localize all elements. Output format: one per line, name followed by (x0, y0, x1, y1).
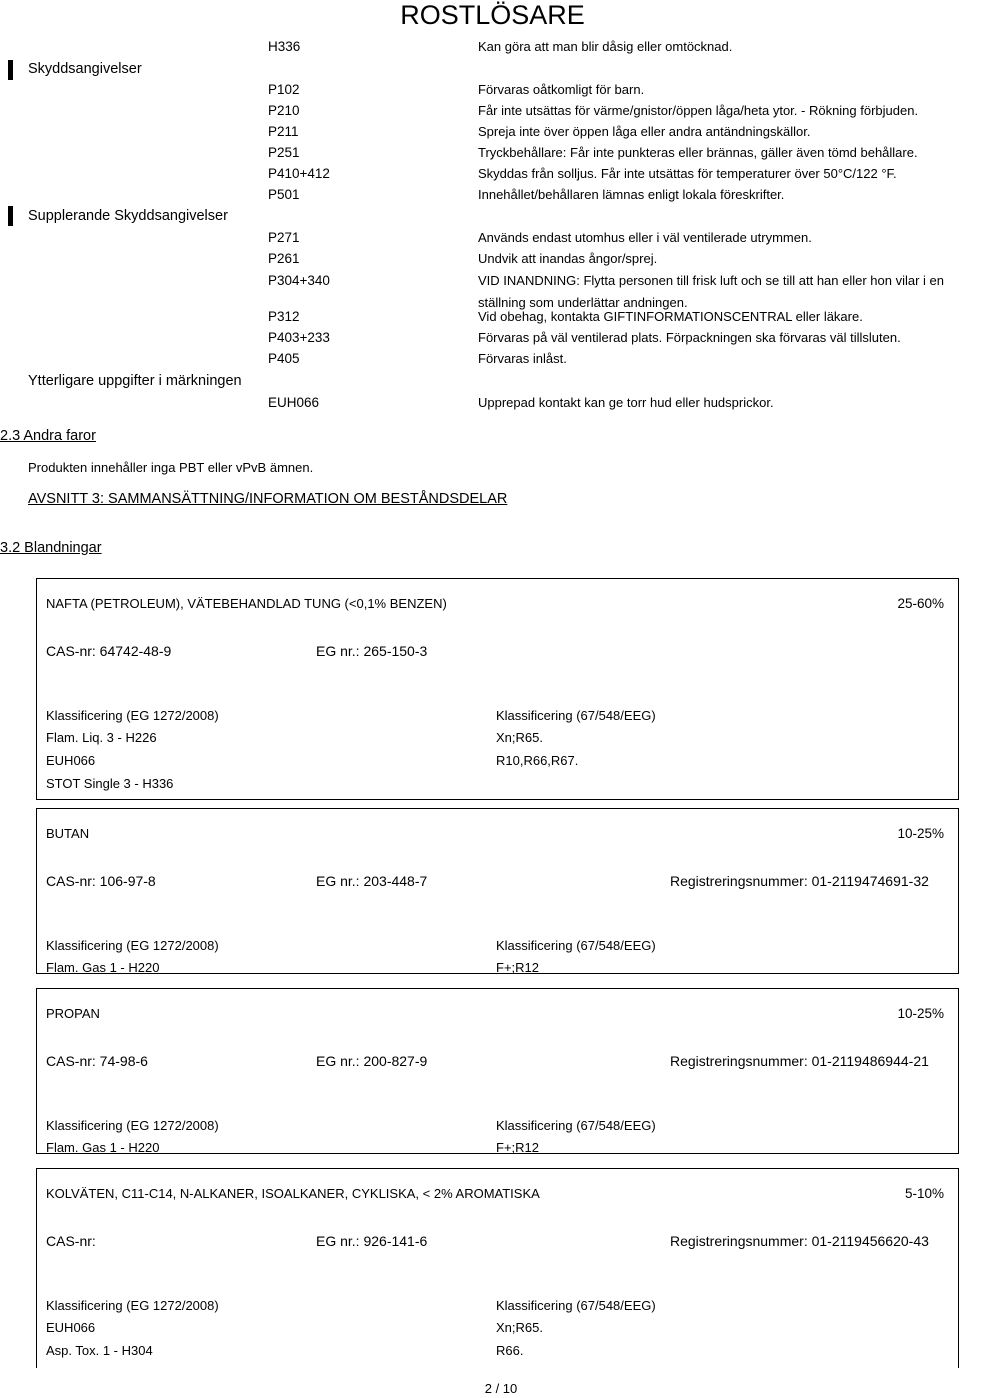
classification-eeg-item: R66. (496, 1343, 524, 1358)
classification-eg-heading: Klassificering (EG 1272/2008) (46, 1298, 219, 1313)
classification-eg-list (46, 1316, 153, 1358)
substance-name: BUTAN (46, 826, 90, 841)
substance-registration: Registreringsnummer: 01-2119486944-21 (670, 1053, 929, 1069)
substance-percent: 25-60% (897, 596, 944, 611)
label-supplerande: Supplerande Skyddsangivelser (28, 208, 228, 224)
statement-code: P261 (268, 251, 300, 266)
classification-eg-heading: Klassificering (EG 1272/2008) (46, 708, 219, 723)
statement-code: P211 (268, 124, 299, 139)
substance-percent: 5-10% (904, 1186, 944, 1201)
document-title: ROSTLÖSARE (400, 0, 585, 30)
statement-code: P210 (268, 103, 300, 118)
classification-eeg-list (496, 956, 539, 975)
substance-cas: CAS-nr: 74-98-6 (46, 1053, 148, 1069)
statement-code: P405 (268, 351, 300, 366)
substance-card (36, 808, 959, 974)
classification-eg-item: Flam. Gas 1 - H220 (46, 960, 160, 975)
classification-eg-item: EUH066 (46, 753, 96, 768)
classification-eg-list (46, 1136, 160, 1155)
classification-eg-item: Flam. Gas 1 - H220 (46, 1140, 160, 1155)
classification-eeg-list (496, 1316, 543, 1358)
statement-code: P312 (268, 309, 300, 324)
substance-eg: EG nr.: 926-141-6 (316, 1233, 428, 1249)
statement-text-continued: ställning som underlättar andningen. (478, 295, 688, 310)
statement-code: H336 (268, 39, 301, 54)
statement-text: Förvaras inlåst. (478, 351, 567, 366)
classification-eg-item: Flam. Liq. 3 - H226 (46, 730, 157, 745)
classification-eeg-heading: Klassificering (67/548/EEG) (496, 1298, 656, 1313)
section-heading-3: AVSNITT 3: SAMMANSÄTTNING/INFORMATION OM BESTÅNDSDELAR (28, 491, 508, 507)
statement-text: Vid obehag, kontakta GIFTINFORMATIONSCENTRAL eller läkare. (478, 309, 863, 324)
substance-name: KOLVÄTEN, C11-C14, N-ALKANER, ISOALKANER, CYKLISKA, < 2% AROMATISKA (46, 1186, 540, 1201)
substance-card (36, 578, 959, 800)
label-ytterligare: Ytterligare uppgifter i märkningen (28, 373, 242, 389)
substance-eg: EG nr.: 203-448-7 (316, 873, 428, 889)
substance-card (36, 988, 959, 1154)
substance-card (36, 1168, 959, 1368)
label-skyddsangivelser: Skyddsangivelser (28, 61, 142, 77)
page-number: 2 / 10 (484, 1381, 518, 1396)
substance-name: PROPAN (46, 1006, 100, 1021)
statement-text: VID INANDNING: Flytta personen till frisk luft och se till att han eller hon vilar i en (478, 273, 945, 288)
section-subheading-3-2: 3.2 Blandningar (0, 540, 102, 556)
statement-text: Får inte utsättas för värme/gnistor/öppen låga/heta ytor. - Rökning förbjuden. (478, 103, 919, 118)
substance-cas: CAS-nr: 64742-48-9 (46, 643, 172, 659)
statement-code: P271 (268, 230, 300, 245)
classification-eeg-item: F+;R12 (496, 960, 539, 975)
substance-percent: 10-25% (897, 826, 944, 841)
statement-code: P304+340 (268, 273, 330, 288)
classification-eeg-list (496, 726, 579, 768)
section-marker (8, 60, 13, 80)
classification-eeg-heading: Klassificering (67/548/EEG) (496, 708, 656, 723)
statement-text: Förvaras oåtkomligt för barn. (478, 82, 645, 97)
classification-eg-item: Asp. Tox. 1 - H304 (46, 1343, 153, 1358)
statement-code: EUH066 (268, 395, 320, 410)
section-heading-2-3: 2.3 Andra faror (0, 428, 96, 444)
substance-name: NAFTA (PETROLEUM), VÄTEBEHANDLAD TUNG (<0,1% BENZEN) (46, 596, 447, 611)
section-2-3-text: Produkten innehåller inga PBT eller vPvB ämnen. (28, 460, 314, 475)
classification-eg-heading: Klassificering (EG 1272/2008) (46, 1118, 219, 1133)
classification-eeg-item: Xn;R65. (496, 1320, 543, 1335)
classification-eg-list (46, 726, 173, 795)
substance-cas: CAS-nr: (46, 1233, 96, 1249)
statement-text: Spreja inte över öppen låga eller andra antändningskällor. (478, 124, 811, 139)
substance-registration: Registreringsnummer: 01-2119456620-43 (670, 1233, 929, 1249)
classification-eeg-heading: Klassificering (67/548/EEG) (496, 938, 656, 953)
substance-eg: EG nr.: 265-150-3 (316, 643, 428, 659)
statement-code: P501 (268, 187, 300, 202)
statement-code: P102 (268, 82, 300, 97)
statement-text: Skyddas från solljus. Får inte utsättas för temperaturer över 50°C/122 °F. (478, 166, 897, 181)
section-marker (8, 206, 13, 226)
classification-eg-list (46, 956, 160, 975)
statement-text: Upprepad kontakt kan ge torr hud eller hudsprickor. (478, 395, 774, 410)
statement-text: Kan göra att man blir dåsig eller omtöcknad. (478, 39, 733, 54)
classification-eeg-item: R10,R66,R67. (496, 753, 579, 768)
substance-registration: Registreringsnummer: 01-2119474691-32 (670, 873, 929, 889)
classification-eeg-list (496, 1136, 539, 1155)
classification-eg-heading: Klassificering (EG 1272/2008) (46, 938, 219, 953)
substance-percent: 10-25% (897, 1006, 944, 1021)
classification-eeg-heading: Klassificering (67/548/EEG) (496, 1118, 656, 1133)
classification-eeg-item: Xn;R65. (496, 730, 543, 745)
statement-text: Undvik att inandas ångor/sprej. (478, 251, 658, 266)
statement-text: Används endast utomhus eller i väl ventilerade utrymmen. (478, 230, 812, 245)
substance-eg: EG nr.: 200-827-9 (316, 1053, 428, 1069)
statement-code: P403+233 (268, 330, 330, 345)
statement-code: P410+412 (268, 166, 330, 181)
classification-eg-item: STOT Single 3 - H336 (46, 776, 174, 791)
substance-cas: CAS-nr: 106-97-8 (46, 873, 156, 889)
statement-text: Innehållet/behållaren lämnas enligt lokala föreskrifter. (478, 187, 785, 202)
classification-eg-item: EUH066 (46, 1320, 96, 1335)
statement-text: Tryckbehållare: Får inte punkteras eller brännas, gäller även tömd behållare. (478, 145, 918, 160)
classification-eeg-item: F+;R12 (496, 1140, 539, 1155)
statement-text: Förvaras på väl ventilerad plats. Förpackningen ska förvaras väl tillsluten. (478, 330, 901, 345)
statement-code: P251 (268, 145, 300, 160)
